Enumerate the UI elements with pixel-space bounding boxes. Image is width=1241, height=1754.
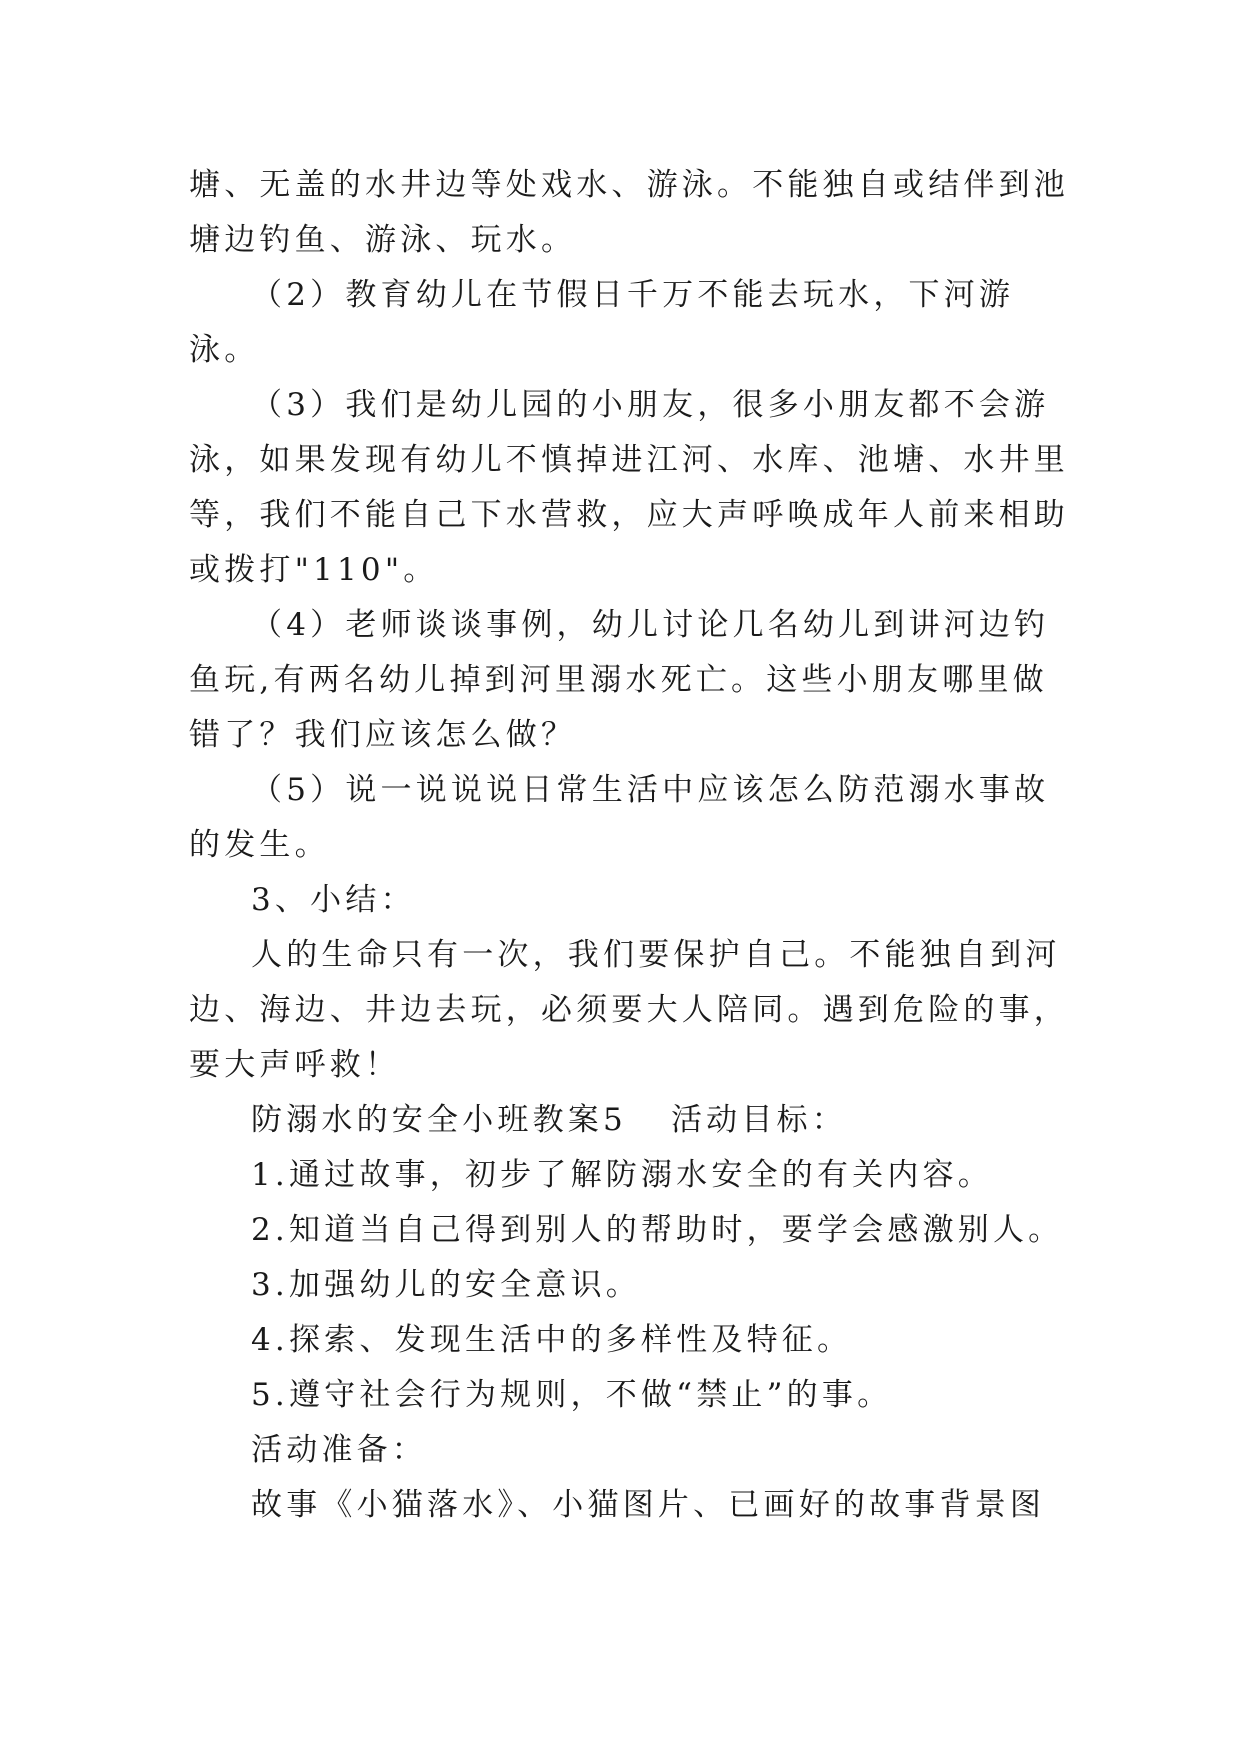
section-subtitle: 活动目标： [670, 1102, 847, 1138]
preparation-text: 故事《小猫落水》、小猫图片、已画好的故事背景图 [251, 1487, 1046, 1523]
goal-item-3: 3.加强幼儿的安全意识。 [251, 1267, 641, 1303]
goal-item-1: 1.通过故事，初步了解防溺水安全的有关内容。 [251, 1157, 993, 1193]
summary-text: 人的生命只有一次，我们要保护自己。不能独自到河边、海边、井边去玩，必须要大人陪同。遇到危险的事，要大声呼救！ [189, 937, 1069, 1083]
paragraph-continuation: 塘、无盖的水井边等处戏水、游泳。不能独自或结伴到池塘边钓鱼、游泳、玩水。 [189, 167, 1069, 258]
section-heading [189, 1093, 1069, 1148]
summary-heading: 3、小结： [251, 882, 416, 918]
preparation-label: 活动准备： [251, 1432, 427, 1468]
paragraph-item-4: （4）老师谈谈事例，幼儿讨论几名幼儿到讲河边钓鱼玩,有两名幼儿掉到河里溺水死亡。这些小朋友哪里做错了？我们应该怎么做？ [189, 607, 1050, 753]
goal-item-2: 2.知道当自己得到别人的帮助时，要学会感激别人。 [251, 1212, 1064, 1248]
goal-item-4: 4.探索、发现生活中的多样性及特征。 [251, 1322, 853, 1358]
paragraph-item-2: （2）教育幼儿在节假日千万不能去玩水，下河游泳。 [189, 277, 1015, 368]
goal-item-5: 5.遵守社会行为规则，不做“禁止”的事。 [251, 1377, 893, 1413]
paragraph-item-5: （5）说一说说说日常生活中应该怎么防范溺水事故的发生。 [189, 772, 1050, 863]
paragraph-item-3: （3）我们是幼儿园的小朋友，很多小朋友都不会游泳，如果发现有幼儿不慎掉进江河、水库、池塘、水井里等，我们不能自己下水营救，应大声呼唤成年人前来相助或拨打"110"。 [189, 387, 1069, 588]
section-title: 防溺水的安全小班教案5 [251, 1102, 627, 1138]
document-body [189, 158, 1069, 1533]
